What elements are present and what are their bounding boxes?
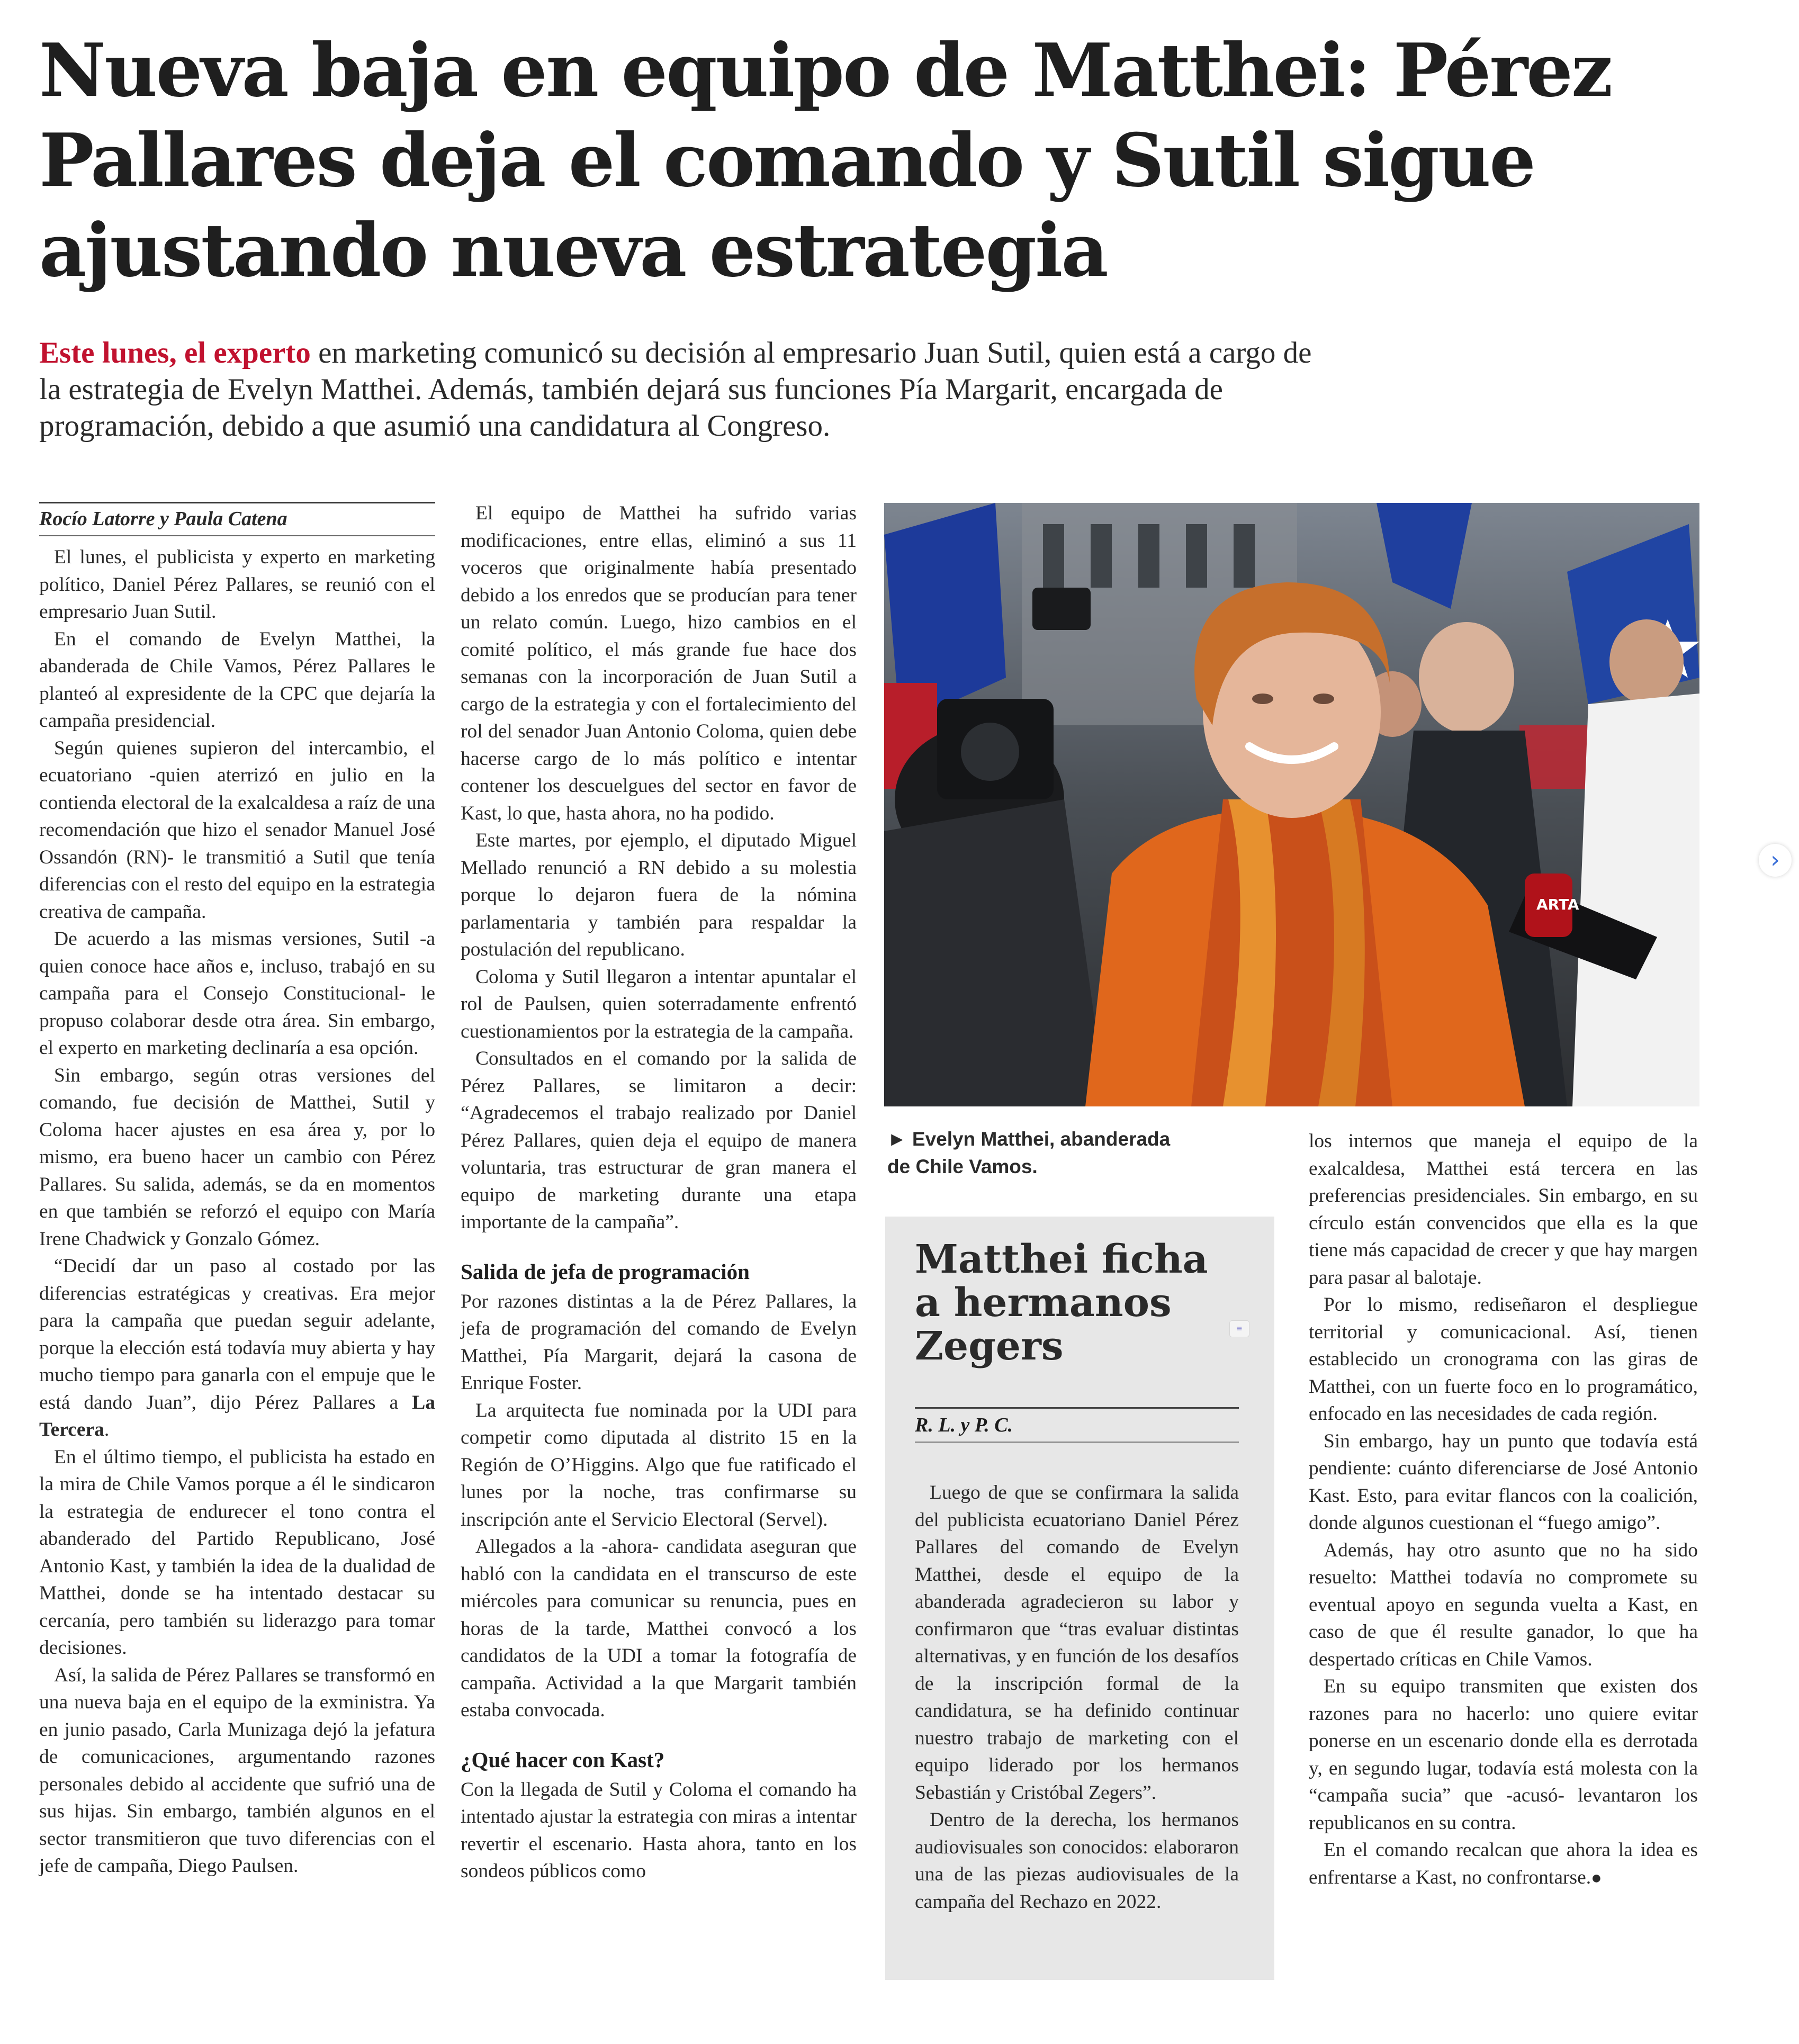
sidebar-paragraph: Luego de que se confirmara la salida del publicista ecuatoriano Daniel Pérez Pallares del comando de Evelyn Matthei, desde el equipo de la abanderada agradecieron su labor y confirmaron que “tras evaluar distintas alternativas, y en función de los desafíos de la inscripción formal de la candidatura, se ha definido continuar nuestro trabajo de marketing con el equipo liderado por los hermanos Sebastián y Cristóbal Zegers”. bbox=[915, 1482, 1239, 1804]
sidebar-byline: R. L. y P. C. bbox=[915, 1407, 1239, 1443]
column-4-paragraph bbox=[1309, 1836, 1698, 1892]
column-4-paragraph: Además, hay otro asunto que no ha sido resuelto: Matthei todavía no compromete su eventual apoyo en segunda vuelta a Kast, en caso de que él resulte ganador, lo que ha despertado críticas en Chile Vamos. bbox=[1309, 1539, 1698, 1670]
column-1-paragraph: En el comando de Evelyn Matthei, la abanderada de Chile Vamos, Pérez Pallares le planteó al expresidente de la CPC que dejaría la campaña presidencial. bbox=[39, 628, 435, 732]
column-1-paragraph: Sin embargo, según otras versiones del comando, fue decisión de Matthei, Sutil y Coloma hacer ajustes en esa área y, por lo mismo, era bueno hacer un cambio con Pérez Pallares. Su salida, además, se da en momentos en que también se reforzó el equipo con María Irene Chadwick y Gonzalo Gómez. bbox=[39, 1064, 435, 1250]
column-4-paragraph: En su equipo transmiten que existen dos razones para no hacerlo: uno quiere evitar ponerse en un escenario donde ella es derrotada y, en segundo lugar, todavía está molesta con la “campaña sucia” que -acusó- levantaron los republicanos en su contra. bbox=[1309, 1676, 1698, 1834]
photo-illustration bbox=[884, 503, 1699, 1106]
lede bbox=[39, 335, 1320, 444]
caption-marker-icon: ► bbox=[887, 1128, 907, 1150]
lede-text: en marketing comunicó su decisión al empresario Juan Sutil, quien está a cargo de la estrategia de Evelyn Matthei. Además, también dejará sus funciones Pía Margarit, encargada de programación, debido a que asumió una candidatura al Congreso. bbox=[39, 336, 1312, 443]
photo-evelyn-matthei bbox=[884, 503, 1699, 1106]
subhead-kast: ¿Qué hacer con Kast? bbox=[461, 1747, 665, 1772]
column-2-paragraph: Con la llegada de Sutil y Coloma el comando ha intentado ajustar la estrategia con miras a intentar revertir el escenario. Hasta ahora, tanto en los sondeos públicos como bbox=[461, 1778, 857, 1882]
column-4-paragraph: los internos que maneja el equipo de la exalcaldesa, Matthei está tercera en las preferencias presidenciales. Sin embargo, en su círculo están convencidos que ella es la que tiene más capacidad de crecer y que hay margen para pasar al balotaje. bbox=[1309, 1130, 1698, 1289]
column-1-paragraph: Según quienes supieron del intercambio, el ecuatoriano -quien aterrizó en julio en la contienda electoral de la exalcaldesa a raíz de una recomendación que hizo el senador Manuel José Ossandón (RN)- le transmitió a Sutil que tenía diferencias con el resto del equipo en la estrategia creativa de campaña. bbox=[39, 737, 435, 923]
column-4-paragraph: Por lo mismo, rediseñaron el despliegue territorial y comunicacional. Así, tienen establecido un cronograma con las giras de Matthei, con un fuerte foco en lo programático, enfocado en las necesidades de cada región. bbox=[1309, 1294, 1698, 1425]
newspaper-name: La Tercera bbox=[39, 1391, 435, 1440]
column-2-paragraph: La arquitecta fue nominada por la UDI para competir como diputada al distrito 15 en la Región de O’Higgins. Algo que fue ratificado el lunes por la noche, tras confirmarse su inscripción ante el Servicio Electoral (Servel). bbox=[461, 1399, 857, 1530]
byline: Rocío Latorre y Paula Catena bbox=[39, 502, 435, 536]
column-2-paragraph: Coloma y Sutil llegaron a intentar apuntalar el rol de Paulsen, quien soterradamente enfrentó cuestionamientos por la estrategia de la campaña. bbox=[461, 966, 857, 1042]
column-2-paragraph: Este martes, por ejemplo, el diputado Miguel Mellado renunció a RN debido a su molestia porque lo dejaron fuera de la nómina parlamentaria y también para respaldar la postulación del republicano. bbox=[461, 830, 857, 960]
subhead-programacion: Salida de jefa de programación bbox=[461, 1259, 750, 1284]
next-page-button[interactable]: › bbox=[1759, 844, 1792, 877]
column-2-paragraph: El equipo de Matthei ha sufrido varias modificaciones, entre ellas, eliminó a sus 11 voceros que originalmente había presentado debido a los enredos que se producían para tener un relato común. Luego, hizo cambios en el comité político, el más grande fue hace dos semanas con la incorporación de Juan Sutil a cargo de la estrategia y con el fortalecimiento del rol del senador Juan Antonio Coloma, quien debe hacerse cargo de lo más político e intentar contener los descuelgues del sector en favor de Kast, lo que, hasta ahora, no ha podido. bbox=[461, 502, 857, 824]
headline: Nueva baja en equipo de Matthei: Pérez Pallares deja el comando y Sutil sigue ajustando nueva estrategia bbox=[39, 27, 1612, 293]
column-1-paragraph: De acuerdo a las mismas versiones, Sutil -a quien conoce hace años e, incluso, trabajó en su campaña para el Consejo Constitucional- le propuso colaborar desde otra área. Sin embargo, el experto en marketing declinaría a esa opción. bbox=[39, 928, 435, 1059]
microphone-logo-text: ARTA bbox=[1536, 896, 1579, 913]
sidebar-box bbox=[885, 1217, 1274, 1980]
closing-text: En el comando recalcan que ahora la idea es enfrentarse a Kast, no confrontarse. bbox=[1309, 1839, 1698, 1888]
note-icon[interactable]: ≡ bbox=[1229, 1320, 1249, 1337]
end-mark-icon: ● bbox=[1591, 1868, 1602, 1888]
column-1-paragraph: En el último tiempo, el publicista ha estado en la mira de Chile Vamos porque a él le sindicaron la estrategia de endurecer el tono contra el abanderado del Partido Republicano, José Antonio Kast, y también la idea de la dualidad de Matthei, donde se ha intentado destacar su cercanía, pero también su liderazgo para tomar decisiones. bbox=[39, 1446, 435, 1659]
sidebar-body bbox=[915, 1479, 1239, 1915]
column-1 bbox=[39, 502, 435, 1880]
photo-caption bbox=[887, 1125, 1184, 1181]
column-1-paragraph: Así, la salida de Pérez Pallares se transformó en una nueva baja en el equipo de la exministra. Ya en junio pasado, Carla Munizaga dejó la jefatura de comunicaciones, argumentando razones personales debido al accidente que sufrió una de sus hijas. Sin embargo, también algunos en el sector transmitieron que tuvo diferencias con el jefe de campaña, Diego Paulsen. bbox=[39, 1664, 435, 1877]
column-4-paragraph: Sin embargo, hay un punto que todavía está pendiente: cuánto diferenciarse de José Antonio Kast. Esto, para evitar flancos con la coalición, donde algunos cuestionan el “fuego amigo”. bbox=[1309, 1430, 1698, 1534]
lede-kicker: Este lunes, el experto bbox=[39, 336, 311, 370]
column-2-paragraph: Consultados en el comando por la salida de Pérez Pallares, se limitaron a decir: “Agradecemos el trabajo realizado por Daniel Pérez Pallares, quien deja el equipo de manera voluntaria, tras estructurar de gran manera el equipo de marketing durante una etapa importante de la campaña”. bbox=[461, 1048, 857, 1233]
column-2-paragraph: Allegados a la -ahora- candidata aseguran que habló con la candidata en el transcurso de este miércoles para comunicar su renuncia, pues en horas de la tarde, Matthei convocó a los candidatos de la UDI a tomar la fotografía de campaña. Actividad a la que Margarit también estaba convocada. bbox=[461, 1536, 857, 1721]
sidebar-title: Matthei ficha a hermanos Zegers bbox=[915, 1237, 1208, 1369]
column-2-paragraph: Por razones distintas a la de Pérez Pallares, la jefa de programación del comando de Evelyn Matthei, Pía Margarit, dejará la casona de Enrique Foster. bbox=[461, 1290, 857, 1394]
column-2 bbox=[461, 500, 857, 1885]
quote-paragraph: “Decidí dar un paso al costado por las diferencias estratégicas y creativas. Era mejor para la campaña que puedan seguir adelante, porque la elección está todavía muy abierta y hay mucho tiempo para ganarla con el empuje que le está dando Juan”, dijo Pérez Pallares a La Tercera. bbox=[39, 1255, 435, 1440]
sidebar-paragraph: Dentro de la derecha, los hermanos audiovisuales son conocidos: elaboraron una de las piezas audiovisuales de la campaña del Rechazo en 2022. bbox=[915, 1809, 1239, 1913]
column-4 bbox=[1309, 1128, 1698, 1892]
column-1-paragraph: El lunes, el publicista y experto en marketing político, Daniel Pérez Pallares, se reunió con el empresario Juan Sutil. bbox=[39, 546, 435, 623]
quote-text: “Decidí dar un paso al costado por las diferencias estratégicas y creativas. Era mejor para la campaña que puedan seguir adelante, porque la elección está todavía muy abierta y hay mucho tiempo para ganarla con el empuje que le está dando Juan”, dijo Pérez Pallares a bbox=[39, 1255, 435, 1413]
caption-text: Evelyn Matthei, abanderada de Chile Vamos. bbox=[887, 1128, 1171, 1177]
